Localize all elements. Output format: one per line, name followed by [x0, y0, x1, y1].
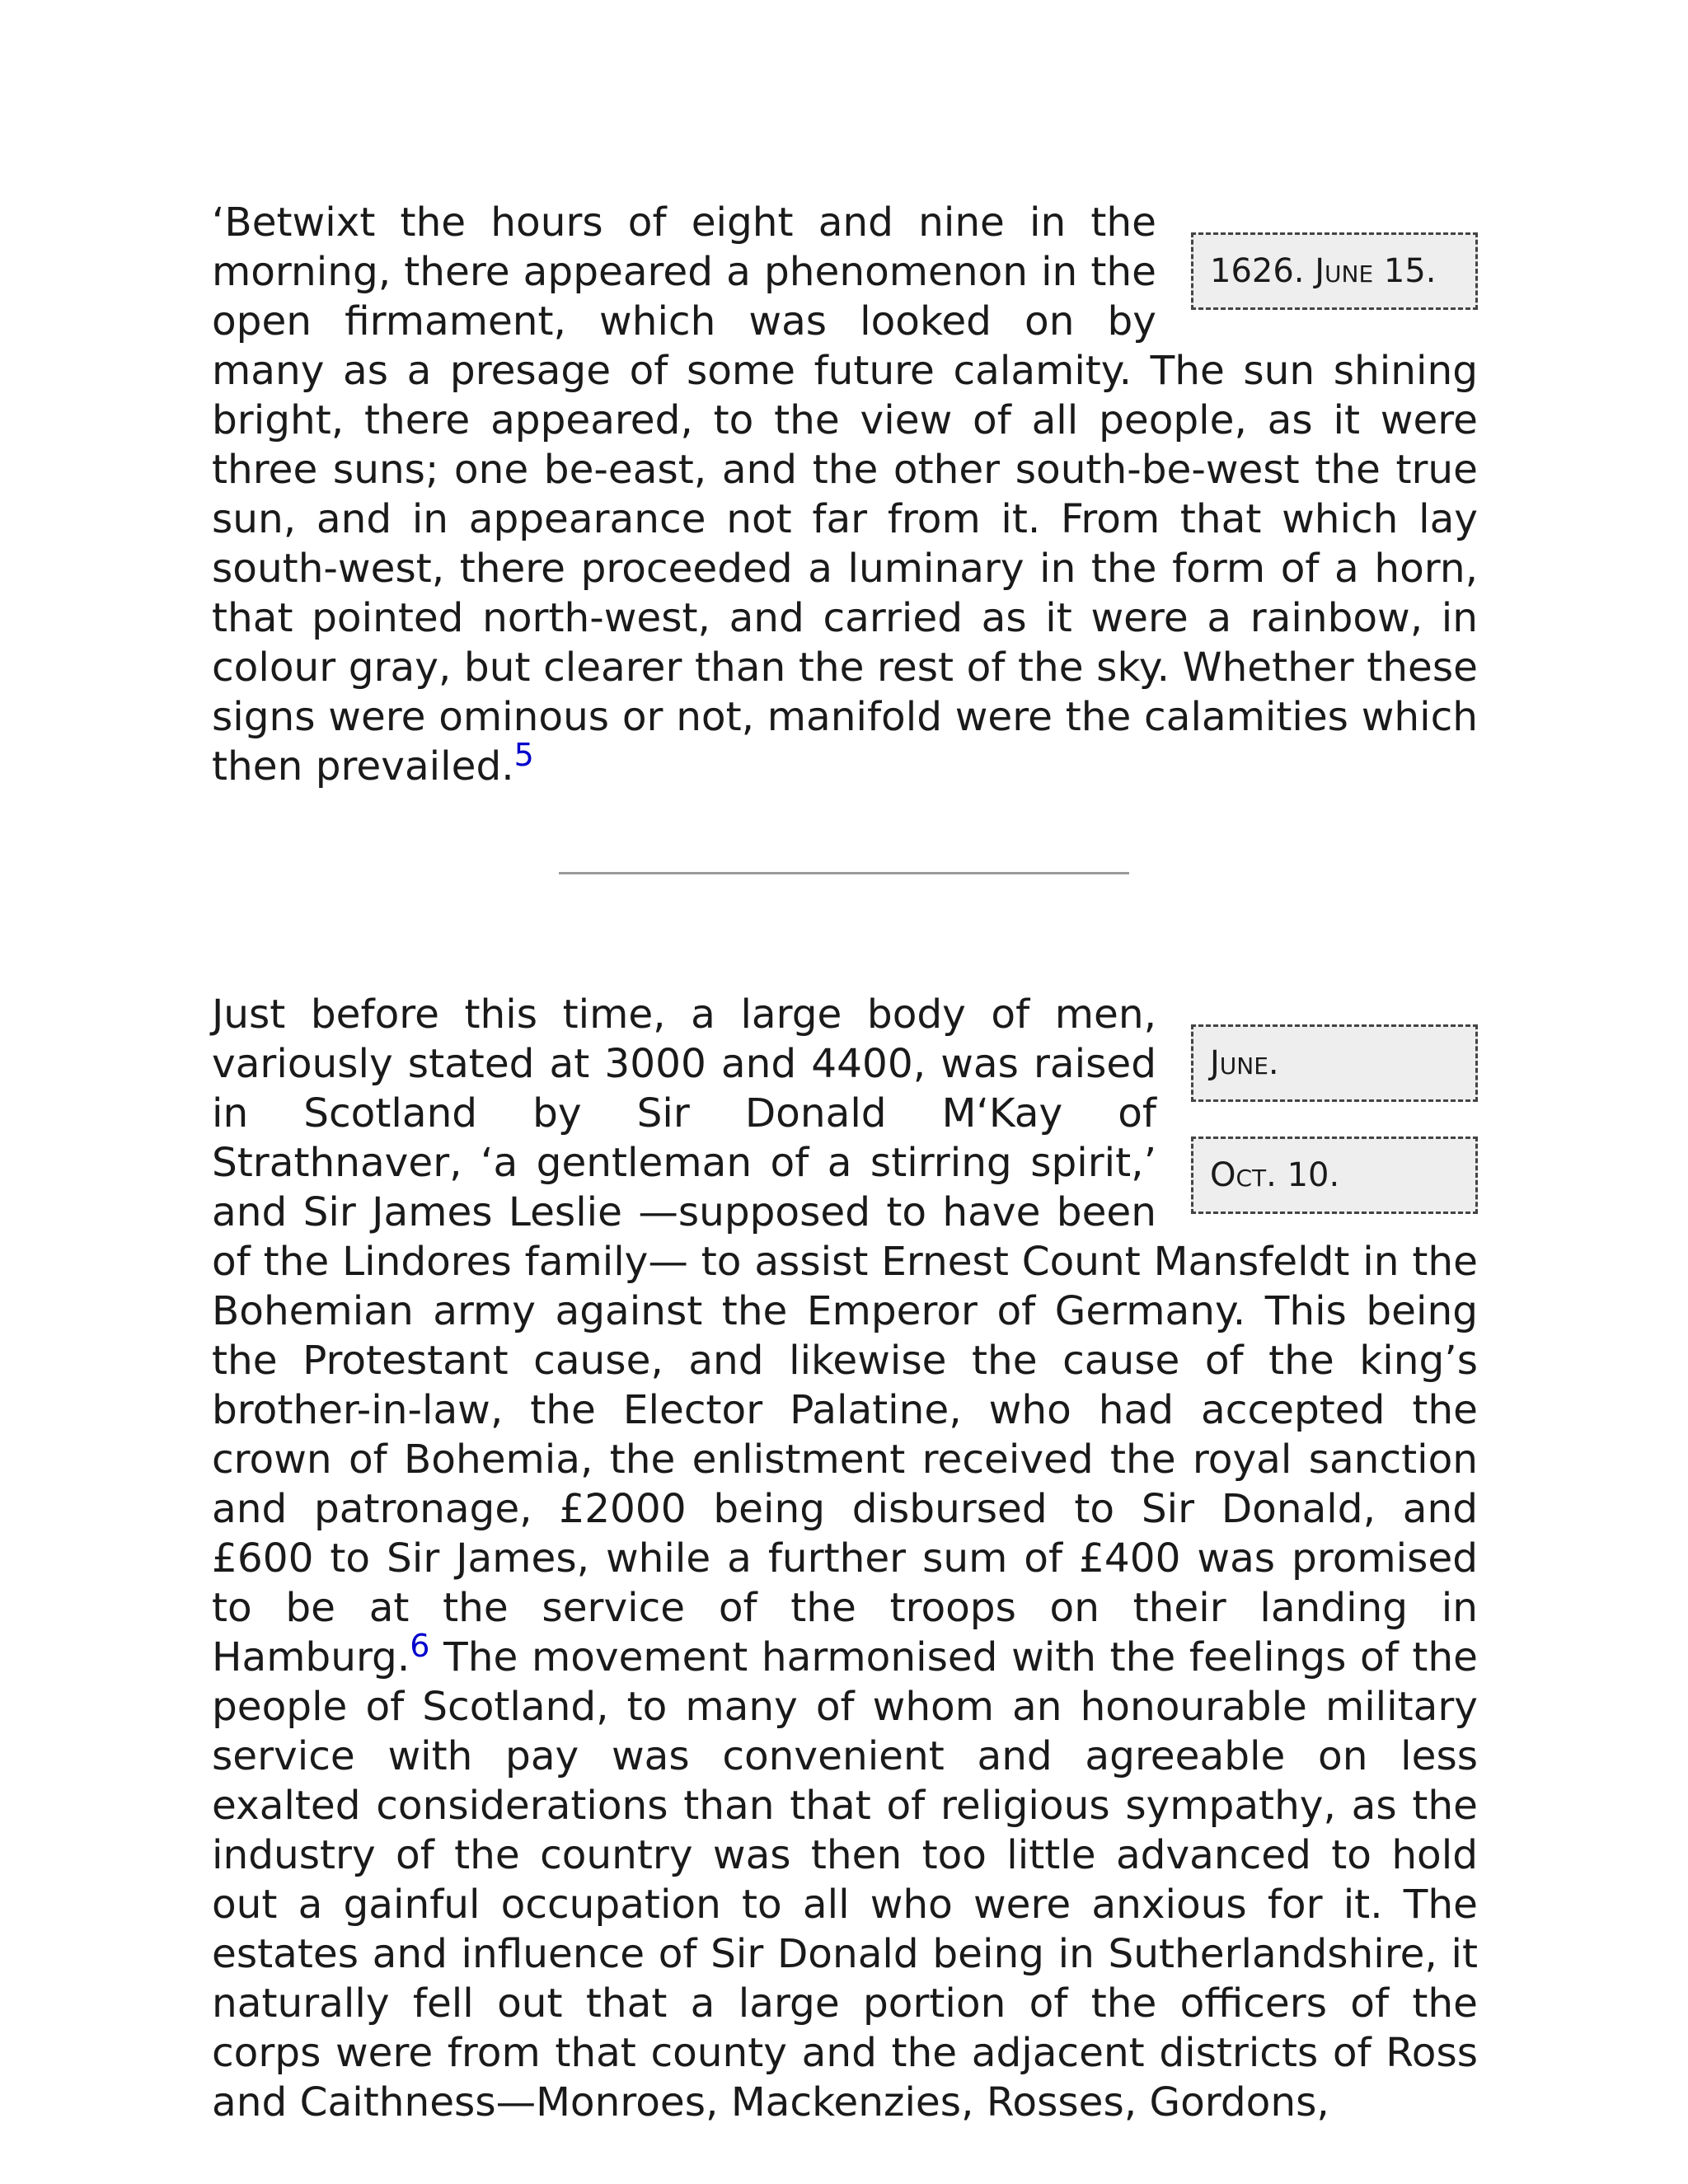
sidenote-date-1626-june-15 [1191, 232, 1478, 310]
sidenote-month: June [1315, 252, 1374, 290]
sidenote-year: 1626. [1210, 252, 1305, 290]
footnote-link-5[interactable]: 5 [513, 736, 534, 773]
paragraph-2-text: Just before this time, a large body of men, variously stated at 3000 and 4400, was raised in Scotland by Sir Donald M‘Kay of Strathnaver, ‘a gentleman of a stirring spirit,’ and Sir James Leslie —supposed to have been of the Lindores family— to assist Ernest Count Mansfeldt in the Bohemian army against the Emperor of Germany. This being the Protestant cause, and likewise the cause of the king’s brother-in-law, the Elector Palatine, who had accepted the crown of Bohemia, the enlistment received the royal sanction and patronage, £2000 being disbursed to Sir Donald, and £600 to Sir James, while a further sum of £400 was promised to be at the service of the troops on their landing in Hamburg. [212, 991, 1478, 1680]
section-divider [559, 872, 1129, 874]
paragraph-1-text: ‘Betwixt the hours of eight and nine in the morning, there appeared a phenomenon in the open firmament, which was looked on by many as a presage of some future calamity. The sun shining bright, there appeared, to the view of all people, as it were three suns; one be-east, and the other south-be-west the true sun, and in appearance not far from it. From that which lay south-west, there proceeded a luminary in the form of a horn, that pointed north-west, and carried as it were a rainbow, in colour gray, but clearer than the rest of the sky. Whether these signs were ominous or not, manifold were the calamities which then prevailed. [212, 199, 1478, 790]
paragraph-2 [212, 990, 1478, 2127]
page [212, 198, 1478, 2127]
paragraph-1 [212, 198, 1478, 791]
sidenote-day: 10. [1287, 1156, 1340, 1194]
sidenote-month: Oct. [1210, 1156, 1277, 1194]
footnote-link-6[interactable]: 6 [410, 1627, 430, 1664]
sidenote-month: June. [1210, 1044, 1279, 1082]
sidenote-date-oct-10 [1191, 1137, 1478, 1214]
sidenote-day: 15. [1383, 252, 1437, 290]
sidenote-date-june [1191, 1024, 1478, 1102]
paragraph-2-text-continued: The movement harmonised with the feelings of the people of Scotland, to many of whom an honourable military service with pay was convenient and agreeable on less exalted considerations than that of religious sympathy, as the industry of the country was then too little advanced to hold out a gainful occupation to all who were anxious for it. The estates and influence of Sir Donald being in Sutherlandshire, it naturally fell out that a large portion of the officers of the corps were from that county and the adjacent districts of Ross and Caithness—Monroes, Mackenzies, Rosses, Gordons, [212, 1634, 1478, 2125]
